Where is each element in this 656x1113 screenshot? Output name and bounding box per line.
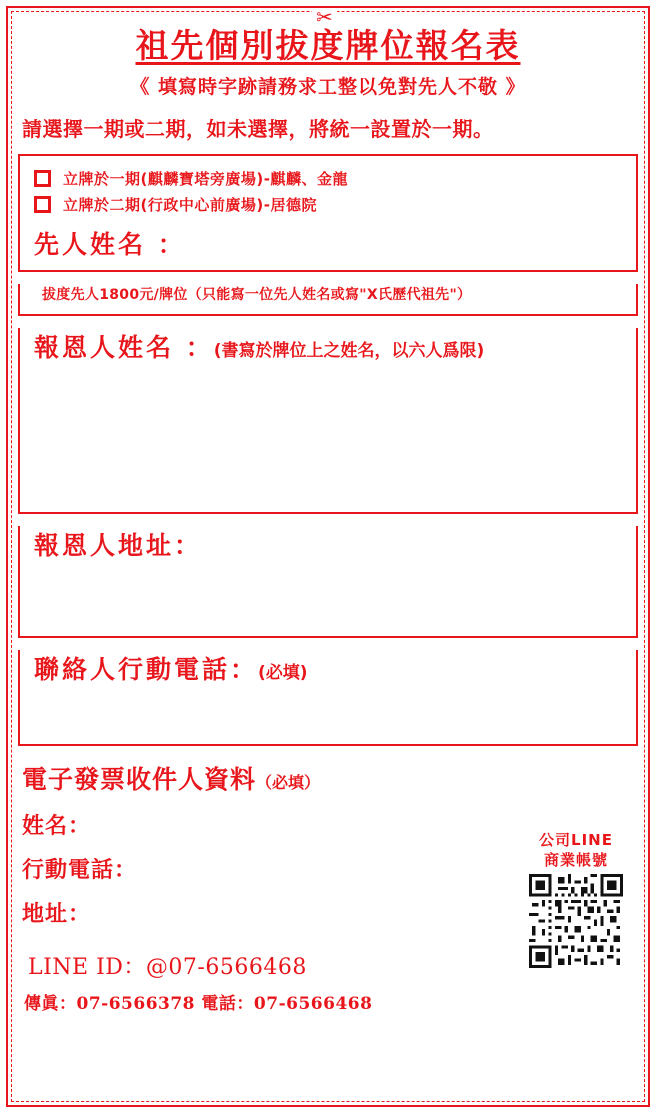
donor-name-label: [34, 328, 636, 364]
page-title: 祖先個別拔度牌位報名表: [135, 26, 521, 65]
price-hint-section: [18, 284, 638, 316]
contact-phone-label: [34, 650, 636, 686]
ancestor-name-label: 先人姓名 ：: [34, 229, 186, 259]
donor-name-suffix: (書寫於牌位上之姓名，以六人爲限): [213, 340, 485, 361]
donor-name-section: [18, 328, 638, 514]
invoice-heading: [22, 760, 638, 796]
contact-phone-label-text: 聯絡人行動電話：: [34, 654, 259, 684]
invoice-heading-note: （必填）: [256, 772, 321, 792]
option-row-phase1[interactable]: [34, 168, 636, 189]
donor-name-label-text: 報恩人姓名 ：: [34, 332, 214, 362]
line-id-text: LINE ID：@07-6566468: [28, 954, 307, 980]
qr-caption-line2: 商業帳號: [543, 850, 608, 869]
donor-address-section: [18, 526, 638, 638]
invoice-section: [18, 760, 638, 1014]
invoice-address-label: 地址：: [22, 901, 92, 927]
page-subtitle: 《 填寫時字跡請務求工整以免對先人不敬 》: [130, 75, 526, 98]
form-content: [18, 18, 638, 1095]
invoice-phone-label: 行動電話：: [22, 857, 138, 883]
scissors-icon: ✂: [312, 8, 337, 26]
price-hint-text: 拔度先人1800元/牌位（只能寫一位先人姓名或寫"X氏歷代祖先"）: [42, 286, 472, 303]
qr-code-icon: [529, 874, 623, 968]
qr-block: [524, 830, 628, 969]
option-label-phase1: 立牌於一期(麒麟寶塔旁廣場)-麒麟、金龍: [63, 169, 348, 188]
selection-notice: 請選擇一期或二期，如未選擇，將統一設置於一期。: [22, 116, 494, 141]
option-label-phase2: 立牌於二期(行政中心前廣場)-居德院: [63, 195, 317, 214]
fax-phone-text: 傳眞：07-6566378 電話：07-6566468: [24, 993, 373, 1014]
checkbox-icon-phase2[interactable]: [34, 196, 51, 213]
qr-caption-line1: 公司LINE: [539, 830, 613, 849]
donor-address-label: 報恩人地址：: [34, 530, 203, 560]
contact-phone-required-note: (必填): [258, 662, 308, 683]
invoice-heading-text: 電子發票收件人資料: [22, 764, 257, 794]
option-row-phase2[interactable]: [34, 194, 636, 215]
ancestor-section: [18, 154, 638, 272]
contact-phone-section: [18, 650, 638, 746]
checkbox-icon-phase1[interactable]: [34, 170, 51, 187]
invoice-name-label: 姓名：: [22, 813, 92, 839]
